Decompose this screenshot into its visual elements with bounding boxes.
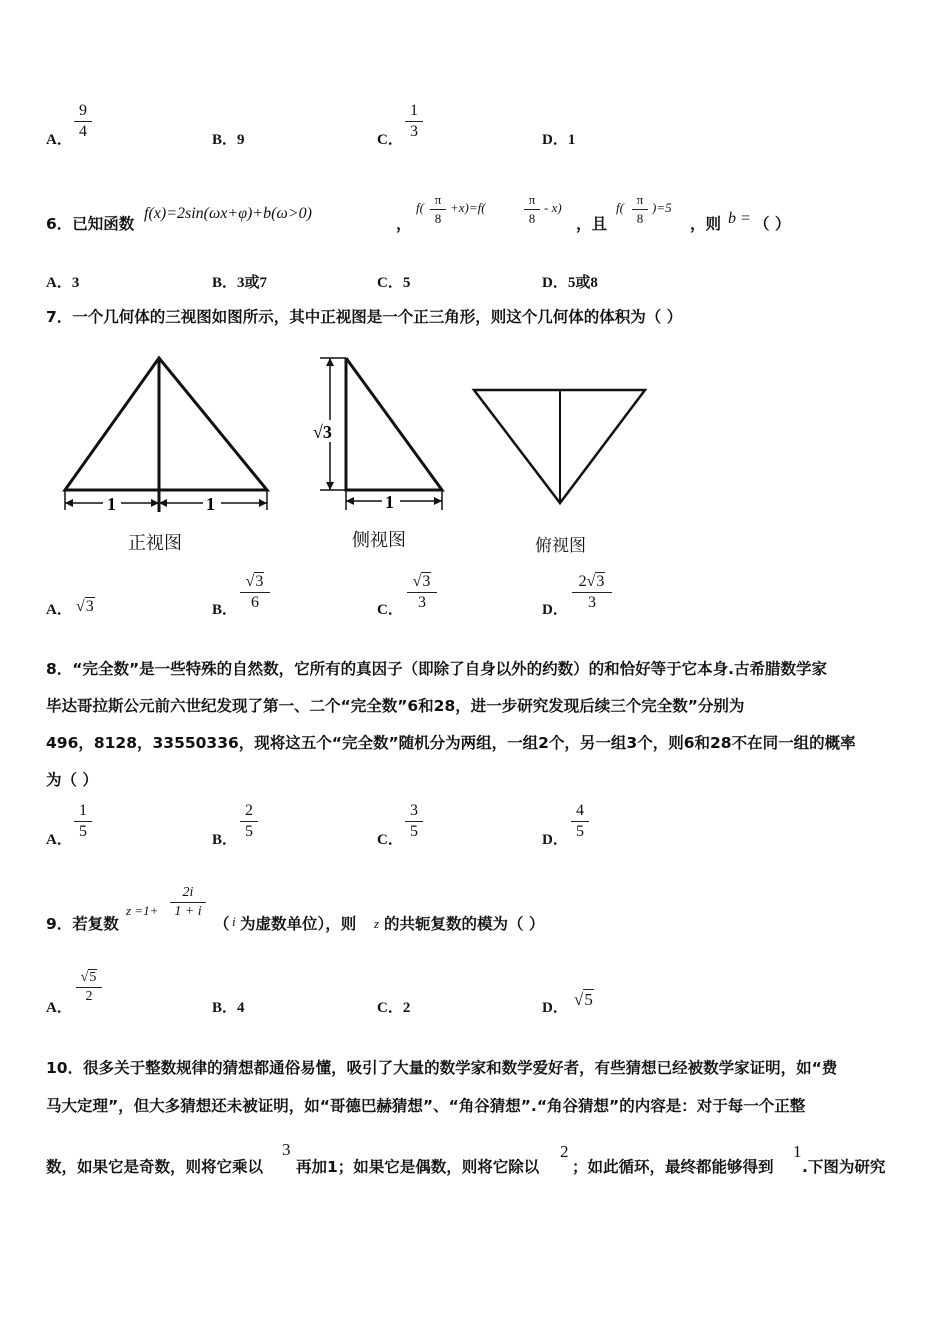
q6-option-d: D．5或8 bbox=[542, 275, 598, 291]
q8-option-c-label: C． bbox=[377, 832, 403, 848]
q6-minus-x: - x) bbox=[544, 200, 562, 215]
q6-pi-over-8-b: π 8 bbox=[524, 192, 540, 227]
q7-option-b-fraction: √3 6 bbox=[240, 573, 270, 612]
side-arrow-left bbox=[346, 497, 354, 505]
side-arrow-bottom bbox=[326, 482, 334, 490]
q8-option-b-fraction: 2 5 bbox=[240, 802, 258, 841]
q5-option-d: D．1 bbox=[542, 132, 576, 148]
side-view-caption: 侧视图 bbox=[352, 530, 406, 551]
q7-option-d-label: D． bbox=[542, 602, 568, 618]
q8-option-d-fraction: 4 5 bbox=[571, 802, 589, 841]
q9-mid: 为虚数单位），则 bbox=[240, 915, 357, 933]
q6-tail-a: ，则 bbox=[690, 215, 722, 233]
q9-option-a-label: A． bbox=[46, 1000, 72, 1016]
q10-two: 2 bbox=[560, 1142, 569, 1161]
q6-plus-x: +x)=f( bbox=[450, 200, 486, 215]
q7-option-c-fraction: √3 3 bbox=[407, 573, 437, 612]
q5-option-b: B．9 bbox=[212, 132, 245, 148]
q5-option-a-label: A． bbox=[46, 132, 72, 148]
q10-line-3d: .下图为研究 bbox=[802, 1158, 886, 1176]
q6-b-var: b = bbox=[728, 210, 751, 227]
top-view-caption: 俯视图 bbox=[535, 536, 586, 556]
q9-paren-open: （ bbox=[214, 915, 230, 933]
front-arrow-1 bbox=[65, 499, 73, 507]
side-view-triangle bbox=[346, 358, 442, 490]
q10-line-1: 10．很多关于整数规律的猜想都通俗易懂，吸引了大量的数学家和数学爱好者，有些猜想已经被数学家证明，如“费 bbox=[46, 1059, 838, 1077]
q6-pi-over-8-a: π 8 bbox=[430, 192, 446, 227]
q5-option-c-label: C． bbox=[377, 132, 403, 148]
q8-option-b-label: B． bbox=[212, 832, 238, 848]
q7-option-d-fraction: 2√3 3 bbox=[572, 573, 612, 612]
q9-prefix: 9．若复数 bbox=[46, 915, 119, 933]
q6-option-b: B．3或7 bbox=[212, 275, 268, 291]
q8-option-a-label: A． bbox=[46, 832, 72, 848]
q9-option-d-sqrt: √5 bbox=[574, 990, 593, 1009]
q8-option-c-fraction: 3 5 bbox=[405, 802, 423, 841]
side-dim-one: 1 bbox=[385, 492, 394, 512]
q8-line-4: 为（ ） bbox=[46, 771, 98, 789]
q9-fraction: 2i 1 + i bbox=[170, 885, 206, 920]
front-arrow-4 bbox=[259, 499, 267, 507]
q10-line-3a: 数，如果它是奇数，则将它乘以 bbox=[46, 1158, 264, 1176]
q9-option-d-label: D． bbox=[542, 1000, 568, 1016]
q5-option-a-fraction: 9 4 bbox=[74, 102, 92, 141]
q9-z-eq: z =1+ bbox=[126, 903, 159, 918]
top-view-figure bbox=[470, 385, 650, 510]
q6-f-open: f( bbox=[616, 200, 624, 215]
q5-option-c-fraction: 1 3 bbox=[405, 102, 423, 141]
q6-comma: ， bbox=[396, 215, 412, 233]
side-arrow-right bbox=[434, 497, 442, 505]
q7-option-b-label: B． bbox=[212, 602, 238, 618]
q9-tail: 的共轭复数的模为（ ） bbox=[384, 915, 545, 933]
q8-option-a-fraction: 1 5 bbox=[74, 802, 92, 841]
side-view-figure bbox=[310, 350, 450, 520]
q7-option-a-sqrt: √3 bbox=[76, 598, 94, 615]
side-arrow-top bbox=[326, 358, 334, 366]
q6-tail-b: （ ） bbox=[754, 215, 791, 233]
q6-sym-left: f( bbox=[416, 200, 424, 215]
q10-one: 1 bbox=[793, 1142, 802, 1161]
front-dim-label-left: 1 bbox=[107, 494, 116, 514]
q9-option-b: B．4 bbox=[212, 1000, 245, 1016]
q10-three: 3 bbox=[282, 1140, 291, 1159]
q6-pi-over-8-c: π 8 bbox=[632, 192, 648, 227]
q10-line-3b: 再加1；如果它是偶数，则将它除以 bbox=[296, 1158, 540, 1176]
q9-i-var: i bbox=[232, 914, 236, 929]
q8-line-2: 毕达哥拉斯公元前六世纪发现了第一、二个“完全数”6和28，进一步研究发现后续三个完全数”分别为 bbox=[46, 697, 745, 715]
q10-line-3c: ；如此循环，最终都能够得到 bbox=[572, 1158, 774, 1176]
q6-eq5: )=5 bbox=[652, 200, 672, 215]
q8-line-1: 8．“完全数”是一些特殊的自然数，它所有的真因子（即除了自身以外的约数）的和恰好等于它本身.古希腊数学家 bbox=[46, 660, 828, 678]
q6-function: f(x)=2sin(ωx+φ)+b(ω>0) bbox=[144, 205, 312, 222]
q10-line-2: 马大定理”，但大多猜想还未被证明，如“哥德巴赫猜想”、“角谷猜想”.“角谷猜想”的内容是：对于每一个正整 bbox=[46, 1097, 806, 1115]
front-view-triangle bbox=[65, 358, 267, 490]
q8-option-d-label: D． bbox=[542, 832, 568, 848]
q9-option-c: C．2 bbox=[377, 1000, 411, 1016]
front-dim-label-right: 1 bbox=[206, 494, 215, 514]
q6-mid: ，且 bbox=[576, 215, 608, 233]
q7-option-a-label: A． bbox=[46, 602, 72, 618]
q6-prefix: 6．已知函数 bbox=[46, 215, 135, 233]
side-dim-sqrt3: √3 bbox=[313, 422, 332, 442]
q6-option-a: A．3 bbox=[46, 275, 80, 291]
q9-option-a-fraction: √5 2 bbox=[76, 970, 102, 1005]
q8-line-3: 496，8128，33550336，现将这五个“完全数”随机分为两组，一组2个，另一组3个，则6和28不在同一组的概率 bbox=[46, 734, 856, 752]
front-view-caption: 正视图 bbox=[128, 533, 182, 554]
q6-option-c: C．5 bbox=[377, 275, 411, 291]
front-view-figure bbox=[55, 350, 275, 520]
q7-option-c-label: C． bbox=[377, 602, 403, 618]
q9-z-var: z bbox=[374, 916, 380, 931]
q7-stem: 7．一个几何体的三视图如图所示，其中正视图是一个正三角形，则这个几何体的体积为（ ） bbox=[46, 308, 683, 326]
